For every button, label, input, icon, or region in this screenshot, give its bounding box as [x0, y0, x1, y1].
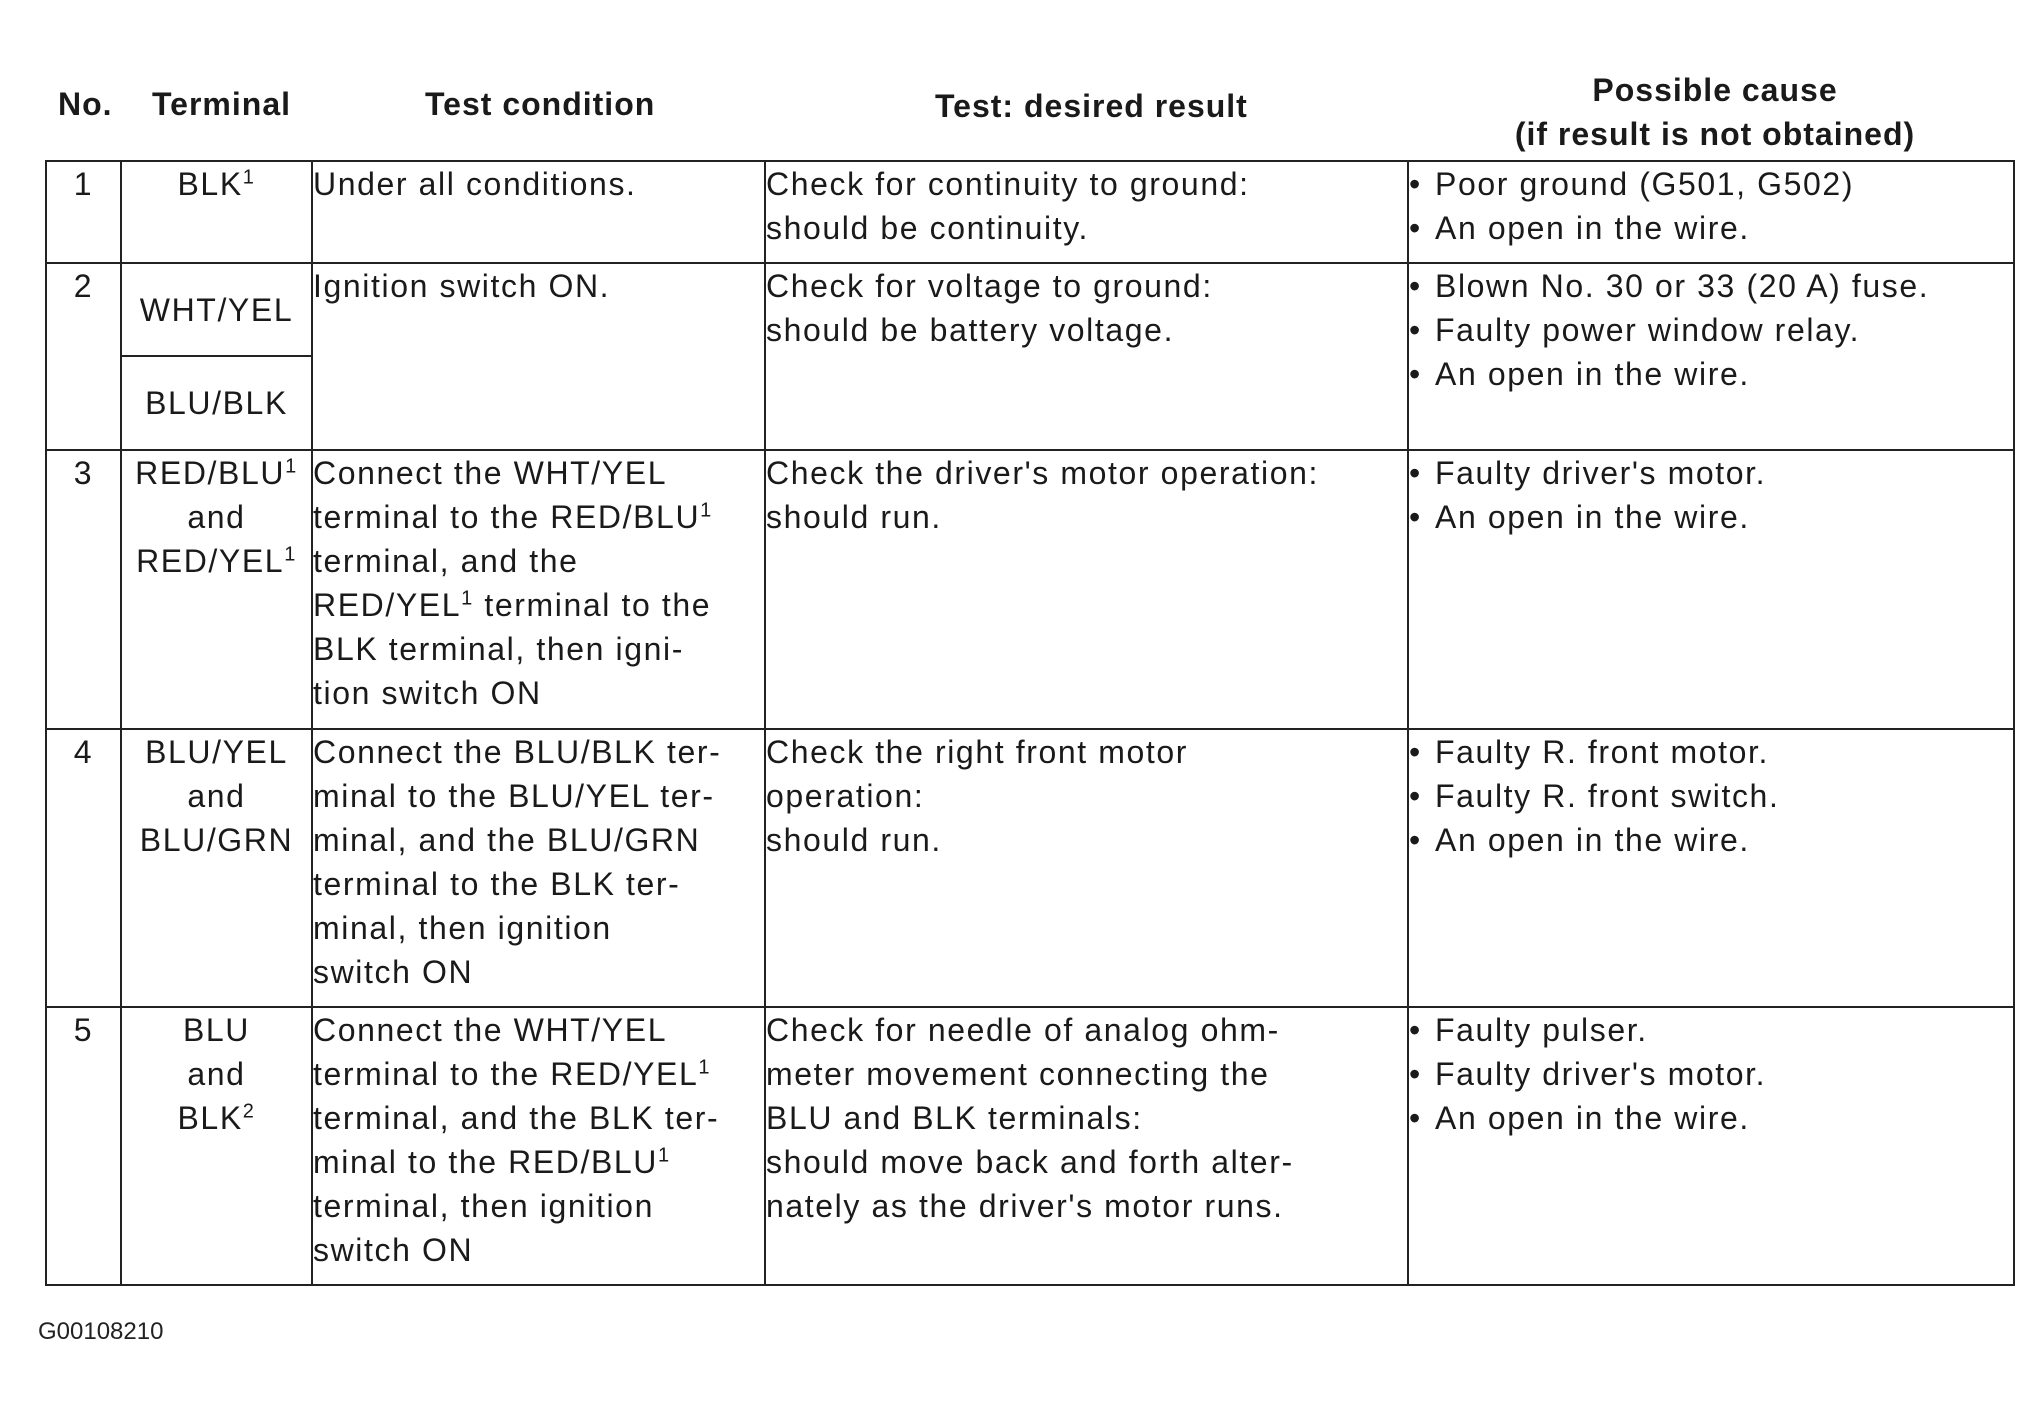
cause-item: • Faulty R. front switch. [1409, 774, 2013, 818]
condition-line: terminal to the RED/BLU [313, 499, 701, 535]
troubleshooting-table [45, 160, 2015, 1286]
cause-item: • An open in the wire. [1409, 1096, 2013, 1140]
condition-line: terminal, and the BLK ter- [313, 1100, 720, 1136]
footnote-mark: 1 [698, 1056, 712, 1079]
condition-line: terminal, and the [313, 543, 579, 579]
footnote-mark: 1 [242, 166, 256, 189]
possible-cause-cell [1408, 161, 2014, 263]
test-condition-cell: Ignition switch ON. [312, 263, 765, 450]
row-number: 4 [46, 729, 121, 1007]
cause-item: • Faulty R. front motor. [1409, 730, 2013, 774]
header-test-condition: Test condition [425, 86, 656, 122]
header-possible-cause-line2: (if result is not obtained) [1514, 116, 1916, 152]
header-no: No. [58, 86, 113, 122]
terminal-cell [121, 450, 312, 729]
condition-line: RED/YEL [313, 587, 462, 623]
cause-item: • Faulty power window relay. [1409, 308, 2013, 352]
footnote-mark: 1 [284, 543, 297, 566]
figure-code: G00108210 [38, 1318, 164, 1345]
cause-item: • An open in the wire. [1409, 352, 2013, 396]
header-possible-cause [1490, 68, 1940, 156]
table-row [46, 1007, 2014, 1285]
terminal-cell [121, 161, 312, 263]
desired-result-cell: Check the driver's motor operation: should run. [765, 450, 1408, 729]
condition-line: tion switch ON [313, 675, 542, 711]
condition-line: Connect the WHT/YEL [313, 455, 668, 491]
test-condition-cell [312, 450, 765, 729]
terminal-wire: BLK [177, 166, 243, 202]
condition-line: BLK terminal, then igni- [313, 631, 685, 667]
cause-item: • An open in the wire. [1409, 495, 2013, 539]
condition-line: Connect the WHT/YEL [313, 1012, 668, 1048]
header-possible-cause-line1: Possible cause [1592, 72, 1838, 108]
desired-result-cell: Check for needle of analog ohm- meter movement connecting the BLU and BLK terminals: should move back and forth alter- nately as the driver's motor runs. [765, 1007, 1408, 1285]
desired-result-cell: Check for voltage to ground: should be battery voltage. [765, 263, 1408, 450]
row-number: 5 [46, 1007, 121, 1285]
footnote-mark: 1 [285, 455, 298, 478]
desired-result-cell: Check the right front motor operation: should run. [765, 729, 1408, 1007]
terminal-wire: RED/YEL [136, 543, 285, 579]
table-row [46, 450, 2014, 729]
condition-line: terminal, then ignition [313, 1188, 654, 1224]
cause-item: • Poor ground (G501, G502) [1409, 162, 2013, 206]
terminal-wire: RED/BLU [135, 455, 286, 491]
cause-item: • An open in the wire. [1409, 818, 2013, 862]
terminal-and: and [187, 499, 246, 535]
cause-item: • An open in the wire. [1409, 206, 2013, 250]
condition-line: terminal to the RED/YEL [313, 1056, 699, 1092]
terminal-wire: BLU [182, 1012, 251, 1048]
possible-cause-cell [1408, 450, 2014, 729]
header-terminal: Terminal [152, 86, 291, 122]
cause-item: • Faulty driver's motor. [1409, 451, 2013, 495]
cause-item: • Faulty pulser. [1409, 1008, 2013, 1052]
footnote-mark: 1 [461, 587, 474, 610]
terminal-cell: WHT/YEL [121, 263, 312, 356]
terminal-wire: BLK [177, 1100, 243, 1136]
row-number: 2 [46, 263, 121, 450]
desired-result-cell: Check for continuity to ground: should be continuity. [765, 161, 1408, 263]
cause-item: • Faulty driver's motor. [1409, 1052, 2013, 1096]
footnote-mark: 1 [700, 499, 713, 522]
test-condition-cell: Connect the BLU/BLK ter- minal to the BLU/YEL ter- minal, and the BLU/GRN terminal to the BLK ter- minal, then ignition switch ON [312, 729, 765, 1007]
table-row [46, 263, 2014, 356]
column-headers [0, 0, 2043, 160]
test-condition-cell: Under all conditions. [312, 161, 765, 263]
header-desired-result: Test: desired result [935, 88, 1248, 124]
table-row [46, 729, 2014, 1007]
footnote-mark: 1 [658, 1144, 671, 1167]
possible-cause-cell [1408, 263, 2014, 450]
row-number: 3 [46, 450, 121, 729]
possible-cause-cell [1408, 729, 2014, 1007]
condition-line: minal to the RED/BLU [313, 1144, 659, 1180]
terminal-cell: BLU/YEL and BLU/GRN [121, 729, 312, 1007]
terminal-and: and [187, 1056, 246, 1092]
terminal-cell: BLU/BLK [121, 356, 312, 450]
condition-line: switch ON [313, 1232, 474, 1268]
condition-line: terminal to the [473, 587, 712, 623]
test-condition-cell [312, 1007, 765, 1285]
table-row [46, 161, 2014, 263]
footnote-mark: 2 [242, 1100, 256, 1123]
terminal-cell [121, 1007, 312, 1285]
cause-item: • Blown No. 30 or 33 (20 A) fuse. [1409, 264, 2013, 308]
possible-cause-cell [1408, 1007, 2014, 1285]
row-number: 1 [46, 161, 121, 263]
